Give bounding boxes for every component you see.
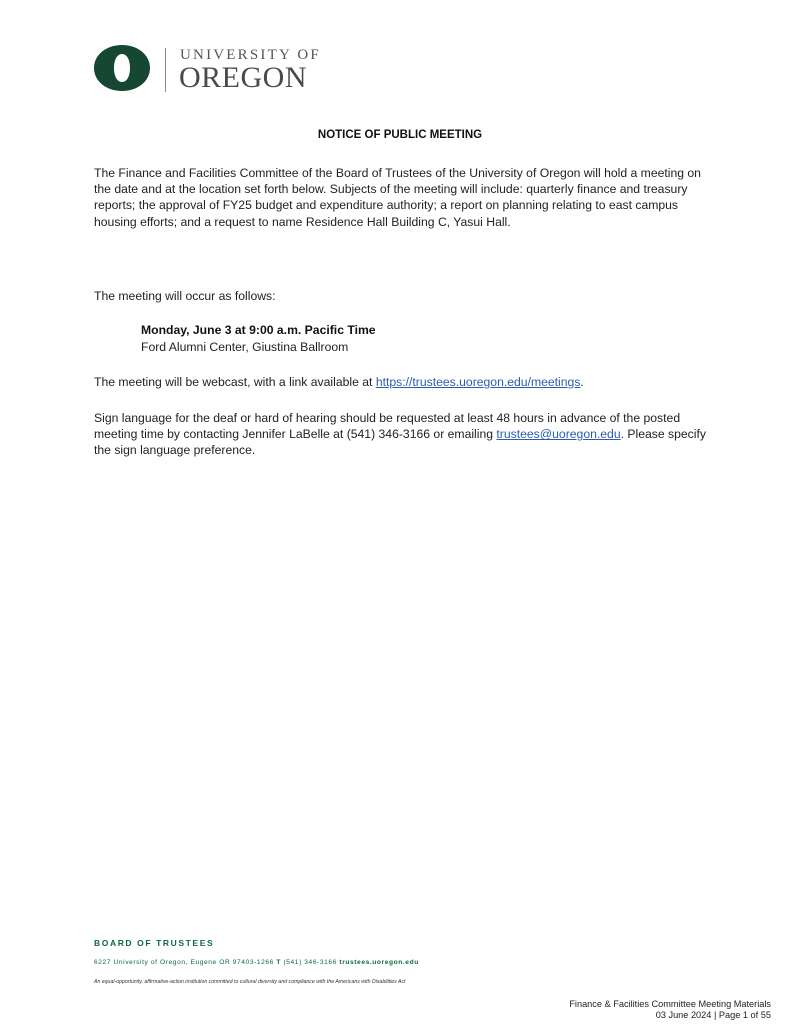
footer-phone-label: T (276, 959, 282, 966)
oregon-o-icon (94, 45, 150, 91)
intro-paragraph: The Finance and Facilities Committee of the Board of Trustees of the University of Oregon will hold a meeting on the date and at the location set forth below. Subjects of the meeting will include: quarterly finance and treasury reports; the approval of FY25 budget and expenditure authority; a report on planning relating to east campus housing efforts; and a request to name Residence Hall Building C, Yasui Hall. (94, 166, 701, 229)
footer-address: 6227 University of Oregon, Eugene OR 97403-1266 (94, 959, 274, 966)
meeting-location: Ford Alumni Center, Giustina Ballroom (141, 340, 349, 354)
webcast-text: The meeting will be webcast, with a link available at (94, 375, 376, 389)
notice-title: NOTICE OF PUBLIC MEETING (317, 129, 483, 141)
footer-eeo-statement: An equal-opportunity, affirmative-action institution committed to cultural diversity and compliance with the Americans with Disabilities Act (94, 979, 406, 985)
logo-university-of: UNIVERSITY OF (180, 47, 321, 63)
page-footer-title: Finance & Facilities Committee Meeting Materials (569, 999, 771, 1009)
logo-divider (165, 48, 166, 92)
meeting-date-time: Monday, June 3 at 9:00 a.m. Pacific Time (141, 323, 376, 337)
footer-website: trustees.uoregon.edu (339, 959, 419, 966)
footer-phone: (541) 346-3166 (283, 959, 337, 966)
footer-contact-line (94, 959, 419, 966)
page-footer-page-number: 03 June 2024 | Page 1 of 55 (655, 1010, 771, 1020)
webcast-period: . (580, 375, 584, 389)
occur-paragraph: The meeting will occur as follows: (94, 289, 276, 303)
meeting-details (141, 322, 376, 356)
page-footer (569, 999, 771, 1021)
trustees-email-link[interactable]: trustees@uoregon.edu (496, 427, 621, 442)
sign-language-paragraph (94, 410, 714, 459)
webcast-paragraph (94, 374, 714, 390)
sign-language-suffix: . Please specify the sign language preference. (94, 427, 706, 458)
sign-language-text: Sign language for the deaf or hard of hearing should be requested at least 48 hours in advance of the posted meeting time by contacting Jennifer LaBelle at (541) 346-3166 or emailing (94, 411, 681, 442)
webcast-link[interactable]: https://trustees.uoregon.edu/meetings (375, 375, 581, 389)
logo-oregon: OREGON (179, 61, 307, 94)
footer-board-name: BOARD OF TRUSTEES (94, 938, 215, 948)
